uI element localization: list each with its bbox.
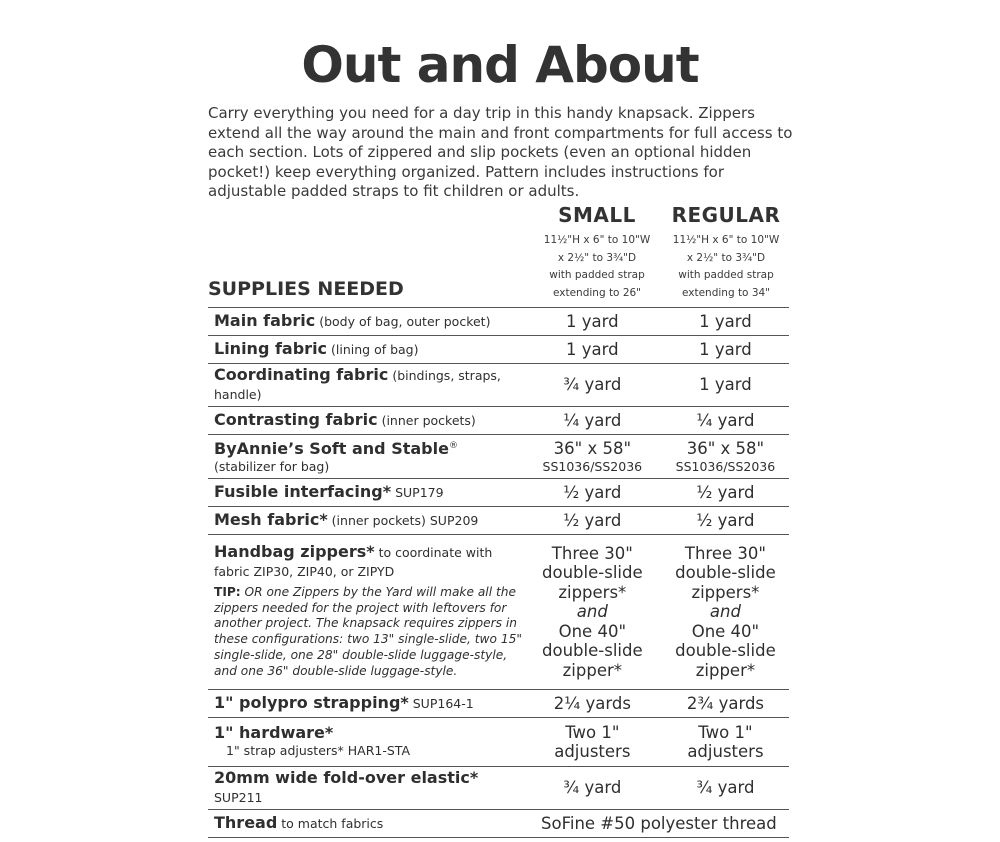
item-name: Fusible interfacing*: [214, 482, 392, 502]
regular-line-4: One 40": [691, 621, 760, 641]
tip-text: [214, 585, 523, 682]
table-row-thread: [208, 810, 789, 838]
small-sku: SS1036/SS2036: [542, 458, 643, 474]
regular-sku: SS1036/SS2036: [675, 458, 776, 474]
table-row-main-fabric: [208, 308, 789, 336]
table-row-fold-over-elastic: [208, 767, 789, 810]
table-row-fusible-interfacing: [208, 479, 789, 507]
item-name: Main fabric: [214, 311, 316, 330]
item-name: 20mm wide fold-over elastic*: [214, 768, 479, 788]
size-name-small: SMALL: [558, 203, 636, 227]
small-and: and: [576, 602, 608, 622]
item-cell: [208, 718, 523, 767]
small-value: 2¼ yards: [523, 690, 656, 718]
small-line-1: Two 1": [565, 722, 620, 742]
item-cell: [208, 407, 523, 435]
item-name: Lining fabric: [214, 339, 328, 358]
item-note: (stabilizer for bag): [214, 459, 330, 475]
small-value: ¼ yard: [523, 407, 656, 435]
item-name: 1" hardware*: [214, 723, 334, 743]
table-row-coordinating-fabric: [208, 364, 789, 407]
item-note: (inner pockets) SUP209: [327, 513, 479, 529]
small-line-6: zipper*: [562, 660, 623, 680]
supplies-heading: SUPPLIES NEEDED: [208, 278, 404, 300]
table-row-handbag-zippers: [208, 535, 789, 690]
small-line-2: adjusters: [554, 742, 631, 762]
item-cell: [208, 364, 523, 407]
small-value: [523, 435, 656, 479]
size-name-regular: REGULAR: [671, 203, 781, 227]
regular-value: ¼ yard: [656, 407, 789, 435]
table-row-soft-and-stable: [208, 435, 789, 479]
item-note: 1" strap adjusters* HAR1-STA: [226, 743, 411, 759]
item-name: Contrasting fabric: [214, 410, 378, 429]
item-note: to coordinate with fabric ZIP30, ZIP40, or ZIPYD: [214, 544, 493, 579]
registered-mark: ®: [448, 441, 458, 451]
regular-dimensions: 36" x 58": [686, 439, 765, 459]
small-value: 1 yard: [523, 308, 656, 336]
small-line-2: double-slide: [542, 563, 643, 583]
regular-line-5: double-slide: [675, 641, 776, 661]
table-row-hardware: [208, 718, 789, 767]
regular-and: and: [709, 602, 741, 622]
item-name: 1" polypro strapping*: [214, 693, 409, 713]
item-note: SUP211: [214, 790, 263, 806]
regular-line-3: zippers*: [691, 582, 760, 602]
item-note: (body of bag, outer pocket): [315, 314, 491, 329]
small-value: [523, 718, 656, 767]
regular-line-2: adjusters: [687, 742, 764, 762]
item-note: to match fabrics: [277, 816, 384, 832]
item-name: Thread: [214, 813, 278, 833]
table-row-lining-fabric: [208, 336, 789, 364]
table-row-polypro-strapping: [208, 690, 789, 718]
regular-value: ½ yard: [656, 507, 789, 535]
size-column-small: [522, 204, 672, 302]
item-cell: [208, 810, 523, 838]
supplies-table: [208, 307, 789, 838]
small-value: ½ yard: [523, 479, 656, 507]
regular-line-2: double-slide: [675, 563, 776, 583]
item-cell: [208, 767, 523, 810]
small-value: ¾ yard: [523, 767, 656, 810]
item-cell: [208, 308, 523, 336]
size-desc-regular: 11½"H x 6" to 10"W x 2½" to 3¾"D with padded strap extending to 34": [672, 234, 780, 299]
item-cell: [208, 507, 523, 535]
size-desc-small: 11½"H x 6" to 10"W x 2½" to 3¾"D with padded strap extending to 26": [543, 234, 651, 299]
small-line-4: One 40": [558, 621, 627, 641]
item-note: (inner pockets): [377, 413, 476, 428]
regular-value: [656, 435, 789, 479]
regular-value: ¾ yard: [656, 767, 789, 810]
item-note: SUP164-1: [408, 696, 474, 712]
regular-line-1: Three 30": [684, 543, 766, 563]
tip-body: OR one Zippers by the Yard will make all the zippers needed for the project with leftovers for another project. The knapsack requires zippers in these configurations: two 13" single-slide, two 15" single-slide, one 28" double-slide luggage-style, and one 36" double-slide luggage-style.: [214, 584, 522, 678]
item-name: Coordinating fabric: [214, 365, 389, 384]
item-cell: [208, 435, 523, 479]
small-value: ½ yard: [523, 507, 656, 535]
intro-paragraph: Carry everything you need for a day trip in this handy knapsack. Zippers extend all the way around the main and front compartments for full access to each section. Lots of zippered and slip pockets (even an optional hidden pocket!) keep everything organized. Pattern includes instructions for adjustable padded straps to fit children or adults.: [208, 104, 793, 201]
small-dimensions: 36" x 58": [553, 439, 632, 459]
table-row-contrasting-fabric: [208, 407, 789, 435]
item-name: Handbag zippers*: [214, 541, 375, 561]
page-title: Out and About: [301, 36, 699, 94]
regular-value: [656, 718, 789, 767]
item-cell: [208, 535, 523, 690]
item-cell: [208, 336, 523, 364]
tip-label: TIP:: [214, 584, 241, 599]
item-name: Mesh fabric*: [214, 510, 328, 530]
regular-value: 1 yard: [656, 308, 789, 336]
regular-value: 1 yard: [656, 336, 789, 364]
both-sizes-value: SoFine #50 polyester thread: [523, 810, 789, 838]
regular-line-1: Two 1": [698, 722, 753, 742]
small-value: [523, 535, 656, 690]
item-name: ByAnnie’s Soft and Stable: [214, 439, 449, 459]
regular-value: [656, 535, 789, 690]
small-value: ¾ yard: [523, 364, 656, 407]
item-cell: [208, 479, 523, 507]
small-line-3: zippers*: [558, 582, 627, 602]
small-line-5: double-slide: [542, 641, 643, 661]
regular-line-6: zipper*: [695, 660, 756, 680]
regular-value: ½ yard: [656, 479, 789, 507]
item-cell: [208, 690, 523, 718]
small-value: 1 yard: [523, 336, 656, 364]
item-note: (bindings, straps, handle): [214, 368, 501, 402]
table-row-mesh-fabric: [208, 507, 789, 535]
small-line-1: Three 30": [551, 543, 633, 563]
regular-value: 2¾ yards: [656, 690, 789, 718]
regular-value: 1 yard: [656, 364, 789, 407]
item-note: SUP179: [391, 485, 444, 501]
item-note: (lining of bag): [327, 342, 419, 357]
size-column-regular: [651, 204, 801, 302]
